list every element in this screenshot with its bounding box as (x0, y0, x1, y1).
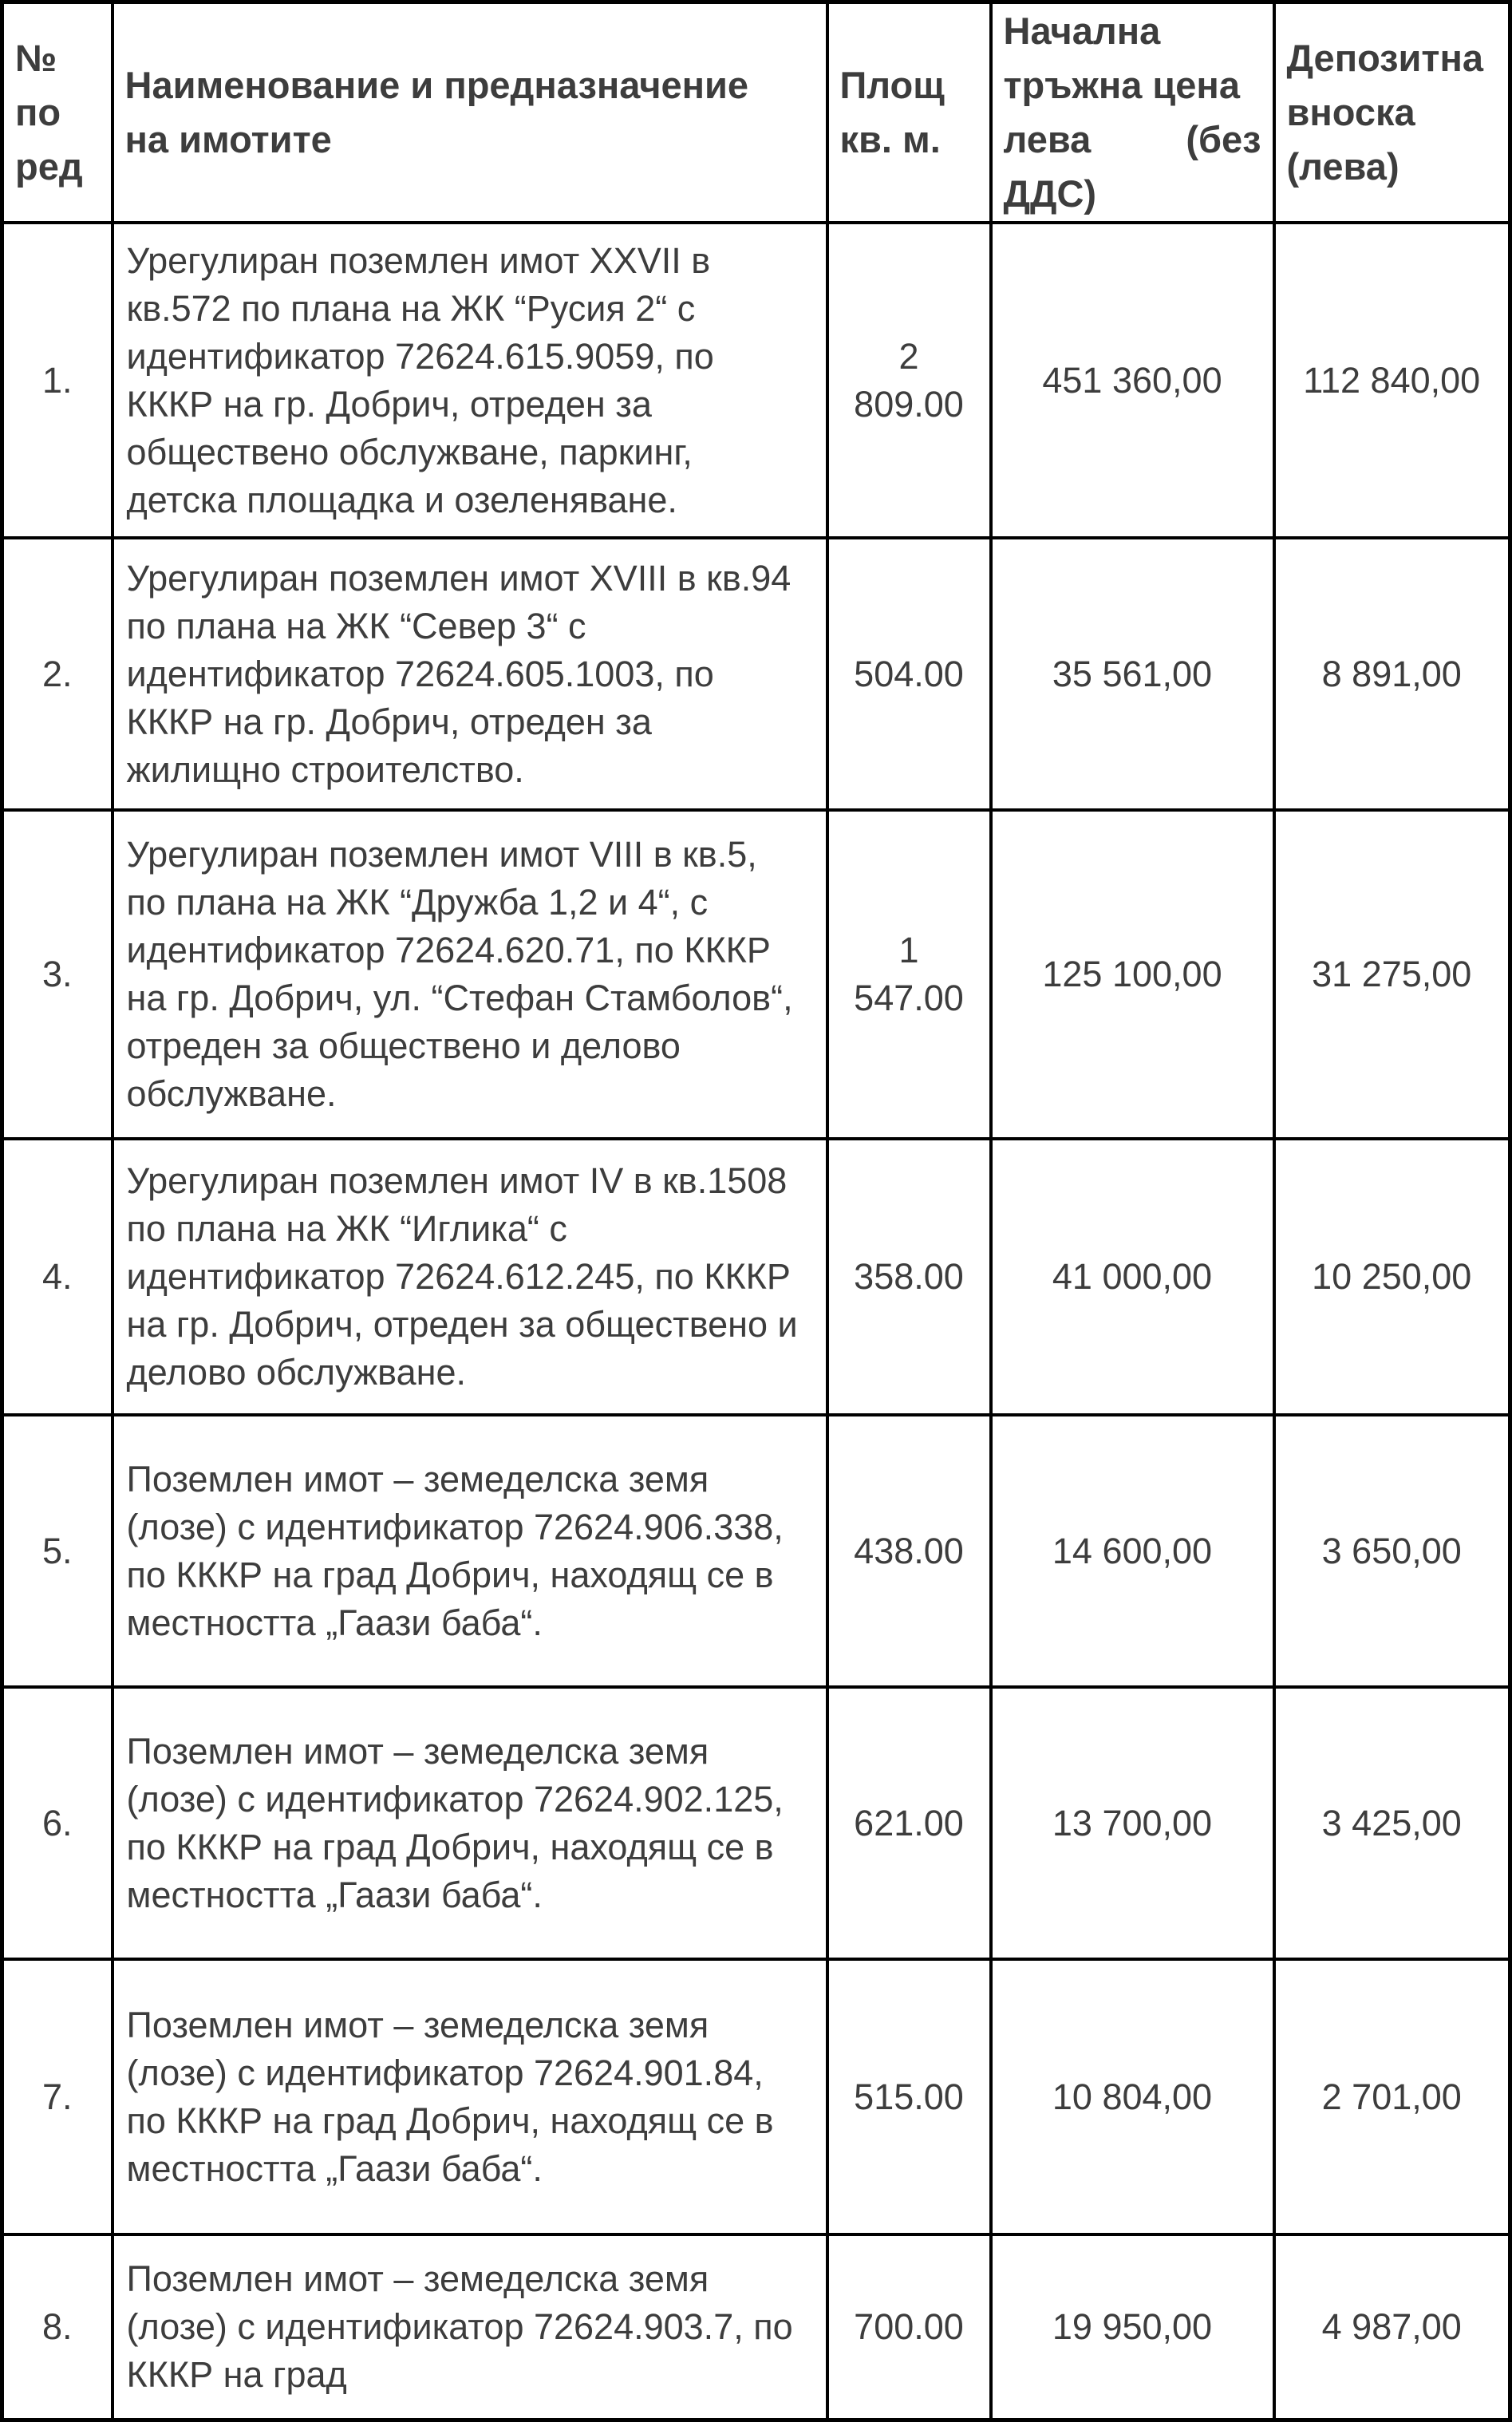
starting-price: 14 600,00 (991, 1415, 1274, 1687)
property-area: 700.00 (827, 2234, 991, 2420)
deposit-amount: 31 275,00 (1274, 810, 1510, 1139)
row-number: 7. (2, 1959, 113, 2234)
deposit-amount: 10 250,00 (1274, 1139, 1510, 1415)
table-row (2, 538, 1510, 810)
header-starting-price-line2: тръжна цена (1003, 64, 1240, 106)
header-starting-price-line4: ДДС) (1003, 172, 1097, 215)
property-area: 1 547.00 (827, 810, 991, 1139)
header-starting-price-line1: Начална (1003, 10, 1161, 52)
starting-price: 125 100,00 (991, 810, 1274, 1139)
header-deposit (1274, 2, 1510, 223)
header-area-line2: кв. м. (839, 118, 941, 160)
header-row-number-line2: по (15, 91, 61, 133)
header-starting-price (991, 2, 1274, 223)
header-starting-price-line3 (1004, 113, 1261, 167)
header-name-purpose (113, 2, 827, 223)
property-description: Урегулиран поземлен имот VIII в кв.5, по плана на ЖК “Дружба 1,2 и 4“, с идентификатор 72624.620.71, по КККР на гр. Добрич, ул. “Стефан Стамболов“, отреден за обществено и делово обслужване. (113, 810, 827, 1139)
deposit-amount: 8 891,00 (1274, 538, 1510, 810)
row-number: 2. (2, 538, 113, 810)
header-row-number (2, 2, 113, 223)
starting-price: 19 950,00 (991, 2234, 1274, 2420)
starting-price: 10 804,00 (991, 1959, 1274, 2234)
starting-price: 41 000,00 (991, 1139, 1274, 1415)
property-area: 438.00 (827, 1415, 991, 1687)
header-deposit-line2: вноска (1286, 91, 1415, 133)
property-description: Урегулиран поземлен имот IV в кв.1508 по плана на ЖК “Иглика“ с идентификатор 72624.612.245, по КККР на гр. Добрич, отреден за обществено и делово обслужване. (113, 1139, 827, 1415)
row-number: 1. (2, 223, 113, 538)
property-area: 515.00 (827, 1959, 991, 2234)
header-deposit-line3: (лева) (1286, 145, 1399, 188)
starting-price: 13 700,00 (991, 1687, 1274, 1959)
table-row (2, 2234, 1510, 2420)
row-number: 6. (2, 1687, 113, 1959)
property-description: Урегулиран поземлен имот XVIII в кв.94 по плана на ЖК “Север 3“ с идентификатор 72624.605.1003, по КККР на гр. Добрич, отреден за жилищно строителство. (113, 538, 827, 810)
property-area: 358.00 (827, 1139, 991, 1415)
row-number: 4. (2, 1139, 113, 1415)
deposit-amount: 3 650,00 (1274, 1415, 1510, 1687)
header-deposit-line1: Депозитна (1286, 37, 1483, 79)
header-row-number-line1: № (15, 37, 57, 79)
table-row (2, 810, 1510, 1139)
deposit-amount: 112 840,00 (1274, 223, 1510, 538)
table-row (2, 1139, 1510, 1415)
property-description: Поземлен имот – земеделска земя (лозе) с идентификатор 72624.906.338, по КККР на град Добрич, находящ се в местността „Гаази баба“. (113, 1415, 827, 1687)
table-header-row (2, 2, 1510, 223)
row-number: 8. (2, 2234, 113, 2420)
property-description: Урегулиран поземлен имот XXVII в кв.572 по плана на ЖК “Русия 2“ с идентификатор 72624.615.9059, по КККР на гр. Добрич, отреден за обществено обслужване, паркинг, детска площадка и озеленяване. (113, 223, 827, 538)
header-starting-price-line3-left: лева (1003, 118, 1092, 160)
property-area: 2 809.00 (827, 223, 991, 538)
row-number: 5. (2, 1415, 113, 1687)
property-area: 504.00 (827, 538, 991, 810)
deposit-amount: 3 425,00 (1274, 1687, 1510, 1959)
deposit-amount: 2 701,00 (1274, 1959, 1510, 2234)
header-area (827, 2, 991, 223)
starting-price: 35 561,00 (991, 538, 1274, 810)
starting-price: 451 360,00 (991, 223, 1274, 538)
header-area-line1: Площ (839, 64, 945, 106)
property-description: Поземлен имот – земеделска земя (лозе) с идентификатор 72624.903.7, по КККР на град (113, 2234, 827, 2420)
header-starting-price-line3-right: (без (1186, 118, 1261, 160)
table-row (2, 1959, 1510, 2234)
deposit-amount: 4 987,00 (1274, 2234, 1510, 2420)
table-row (2, 223, 1510, 538)
header-name-purpose-line1: Наименование и предназначение (124, 64, 749, 106)
property-area: 621.00 (827, 1687, 991, 1959)
header-name-purpose-line2: на имотите (124, 118, 332, 160)
table-row (2, 1415, 1510, 1687)
property-description: Поземлен имот – земеделска земя (лозе) с идентификатор 72624.902.125, по КККР на град Добрич, находящ се в местността „Гаази баба“. (113, 1687, 827, 1959)
property-description: Поземлен имот – земеделска земя (лозе) с идентификатор 72624.901.84, по КККР на град Добрич, находящ се в местността „Гаази баба“. (113, 1959, 827, 2234)
header-row-number-line3: ред (15, 145, 83, 188)
table-row (2, 1687, 1510, 1959)
row-number: 3. (2, 810, 113, 1139)
